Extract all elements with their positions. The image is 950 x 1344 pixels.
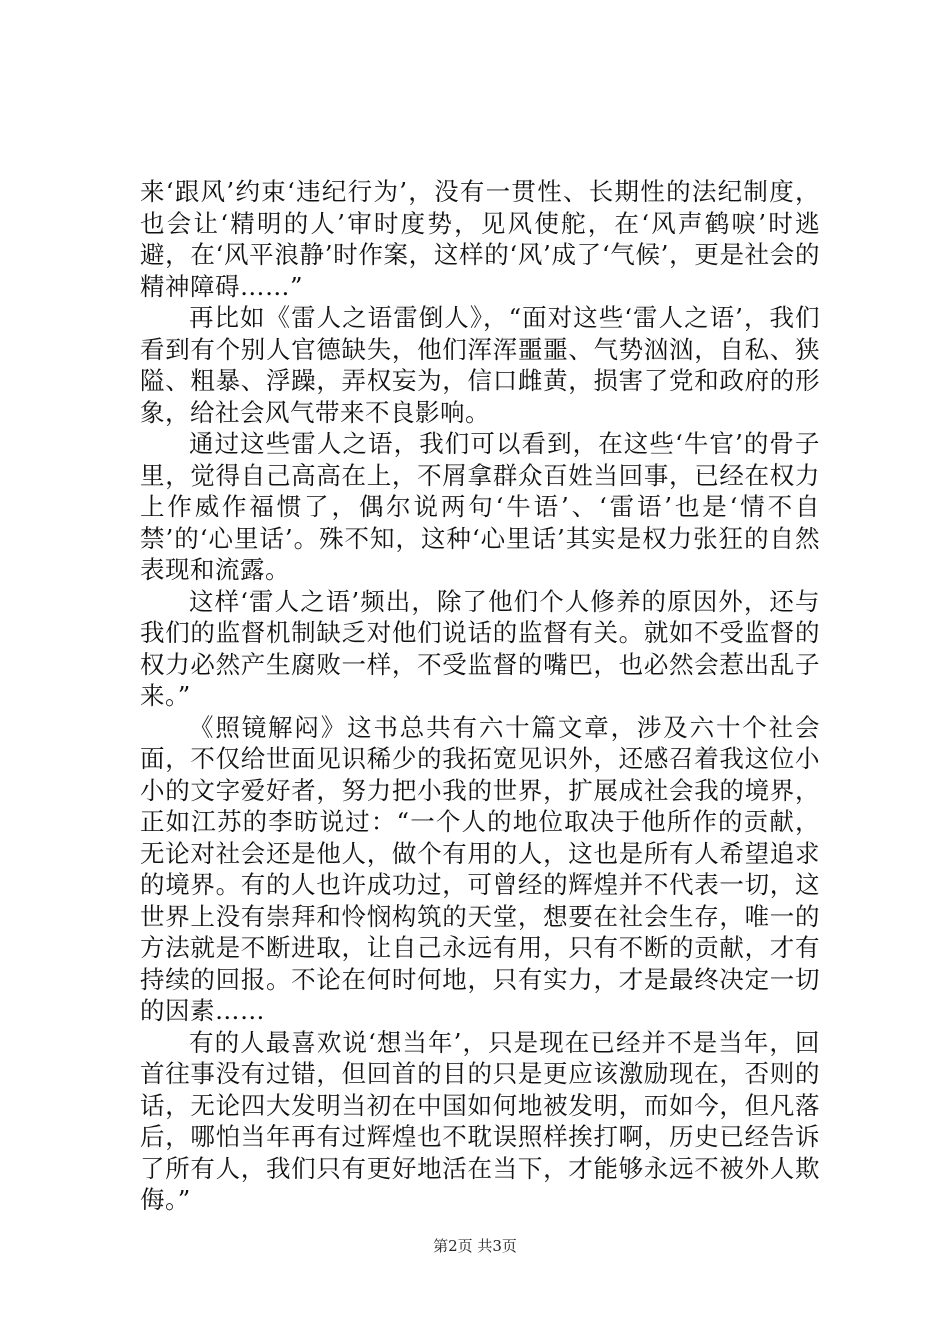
paragraph-6: 有的人最喜欢说‘想当年’，只是现在已经并不是当年，回首往事没有过错，但回首的目的只是更应该激励现在，否则的话，无论四大发明当初在中国如何地被发明，而如今，但凡落后，哪怕当年再有过辉煌也不耽误照样挨打啊，历史已经告诉了所有人，我们只有更好地活在当下，才能够永远不被外人欺侮。”	[140, 1027, 820, 1214]
paragraph-4: 这样‘雷人之语’频出，除了他们个人修养的原因外，还与我们的监督机制缺乏对他们说话的监督有关。就如不受监督的权力必然产生腐败一样，不受监督的嘴巴，也必然会惹出乱子来。”	[140, 586, 820, 710]
document-body	[140, 176, 820, 1216]
paragraph-1: 来‘跟风’约束‘违纪行为’，没有一贯性、长期性的法纪制度，也会让‘精明的人’审时度势，见风使舵，在‘风声鹤唳’时逃避，在‘风平浪静’时作案，这样的‘风’成了‘气候’，更是社会的精神障碍……”	[140, 177, 820, 301]
page-number-footer: 第2页 共3页	[433, 1237, 517, 1255]
paragraph-5: 《照镜解闷》这书总共有六十篇文章，涉及六十个社会面，不仅给世面见识稀少的我拓宽见识外，还感召着我这位小小的文字爱好者，努力把小我的世界，扩展成社会我的境界，正如江苏的李昉说过：“一个人的地位取决于他所作的贡献，无论对社会还是他人，做个有用的人，这也是所有人希望追求的境界。有的人也许成功过，可曾经的辉煌并不代表一切，这世界上没有崇拜和怜悯构筑的天堂，想要在社会生存，唯一的方法就是不断进取，让自己永远有用，只有不断的贡献，才有持续的回报。不论在何时何地，只有实力，才是最终决定一切的因素……	[140, 712, 820, 1025]
paragraph-3: 通过这些雷人之语，我们可以看到，在这些‘牛官’的骨子里，觉得自己高高在上，不屑拿群众百姓当回事，已经在权力上作威作福惯了，偶尔说两句‘牛语’、‘雷语’也是‘情不自禁’的‘心里话’。殊不知，这种‘心里话’其实是权力张狂的自然表现和流露。	[140, 429, 820, 584]
paragraph-2: 再比如《雷人之语雷倒人》，“面对这些‘雷人之语’，我们看到有个别人官德缺失，他们浑浑噩噩、气势汹汹，自私、狭隘、粗暴、浮躁，弄权妄为，信口雌黄，损害了党和政府的形象，给社会风气带来不良影响。	[140, 303, 820, 427]
